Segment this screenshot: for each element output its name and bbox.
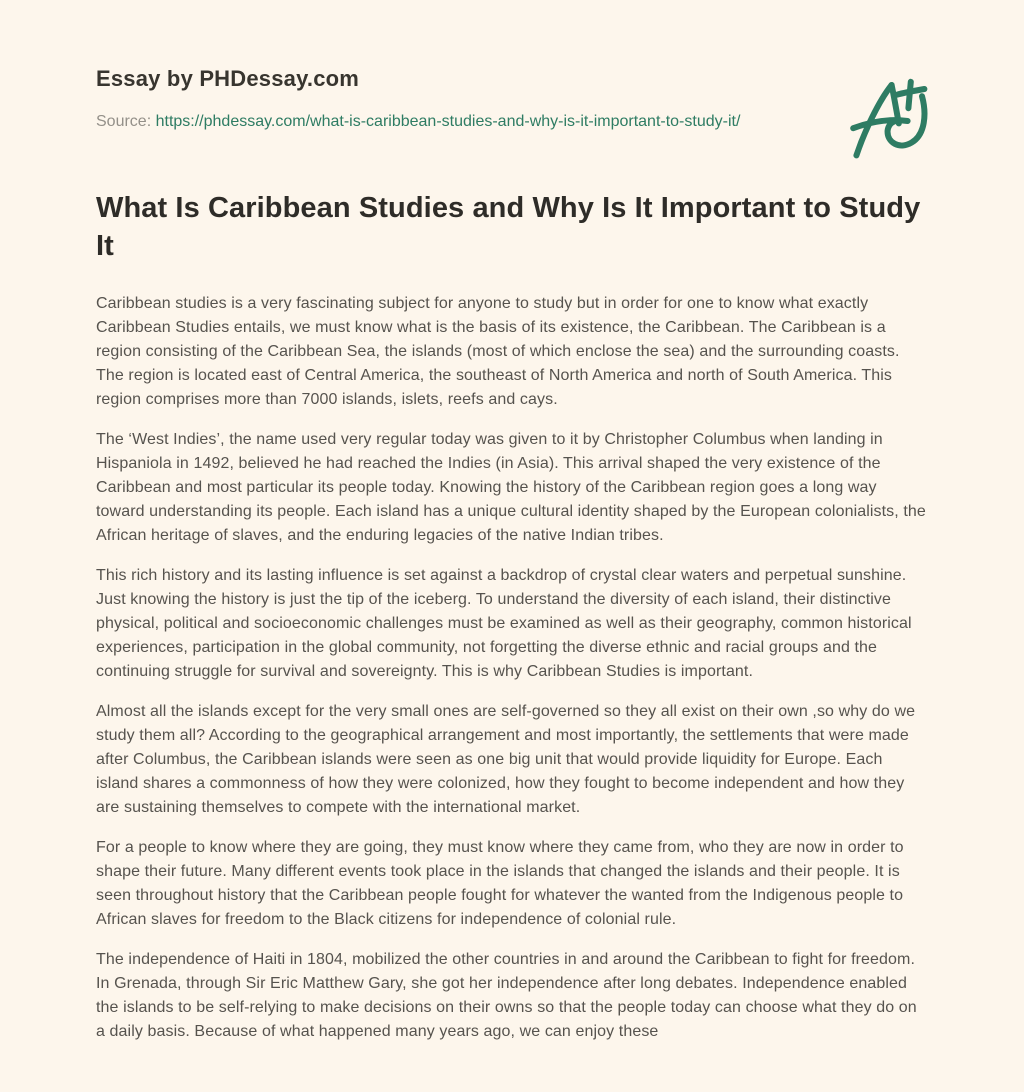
source-line (96, 108, 746, 135)
source-label: Source: (96, 113, 152, 130)
header (96, 66, 928, 135)
source-link[interactable]: https://phdessay.com/what-is-caribbean-studies-and-why-is-it-important-to-study-it/ (155, 113, 741, 130)
essay-paragraph: The ‘West Indies’, the name used very regular today was given to it by Christopher Columbus when landing in Hispaniola in 1492, believed he had reached the Indies (in Asia). This arrival shaped the very existence of the Caribbean and most particular its people today. Knowing the history of the Caribbean region goes a long way toward understanding its people. Each island has a unique cultural identity shaped by the European colonialists, the African heritage of slaves, and the enduring legacies of the native Indian tribes. (96, 431, 926, 544)
essay-paragraph: This rich history and its lasting influence is set against a backdrop of crystal clear waters and perpetual sunshine. Just knowing the history is just the tip of the iceberg. To understand the diversity of each island, their distinctive physical, political and socioeconomic challenges must be examined as well as their geography, common historical experiences, participation in the global community, not forgetting the diverse ethnic and racial groups and the continuing struggle for survival and sovereignty. This is why Caribbean Studies is important. (96, 567, 912, 680)
byline: Essay by PHDessay.com (96, 66, 360, 91)
essay-paragraph: Caribbean studies is a very fascinating subject for anyone to study but in order for one to know what exactly Caribbean Studies entails, we must know what is the basis of its existence, the Caribbean. The Caribbean is a region consisting of the Caribbean Sea, the islands (most of which enclose the sea) and the surrounding coasts. The region is located east of Central America, the southeast of North America and north of South America. This region comprises more than 7000 islands, islets, reefs and cays. (96, 295, 900, 408)
essay-paragraph: For a people to know where they are going, they must know where they came from, who they are now in order to shape their future. Many different events took place in the islands that changed the islands and their people. It is seen throughout history that the Caribbean people fought for whatever the wanted from the Indigenous people to African slaves for freedom to the Black citizens for independence of colonial rule. (96, 839, 904, 928)
essay-paragraph: Almost all the islands except for the very small ones are self-governed so they all exist on their own ,so why do we study them all? According to the geographical arrangement and most importantly, the settlements that were made after Columbus, the Caribbean islands were seen as one big unit that would provide liquidity for Europe. Each island shares a commonness of how they were colonized, how they fought to become independent and how they are sustaining themselves to compete with the international market. (96, 703, 916, 816)
essay-title: What Is Caribbean Studies and Why Is It Important to Study It (96, 192, 921, 262)
essay-paragraph: The independence of Haiti in 1804, mobilized the other countries in and around the Caribbean to fight for freedom. In Grenada, through Sir Eric Matthew Gary, she got her independence after long debates. Independence enabled the islands to be self-relying to make decisions on their owns so that the people today can choose what they do on a daily basis. Because of what happened many years ago, we can enjoy these (96, 951, 917, 1040)
essay-body (96, 292, 928, 1044)
a-plus-logo-icon (842, 70, 938, 164)
